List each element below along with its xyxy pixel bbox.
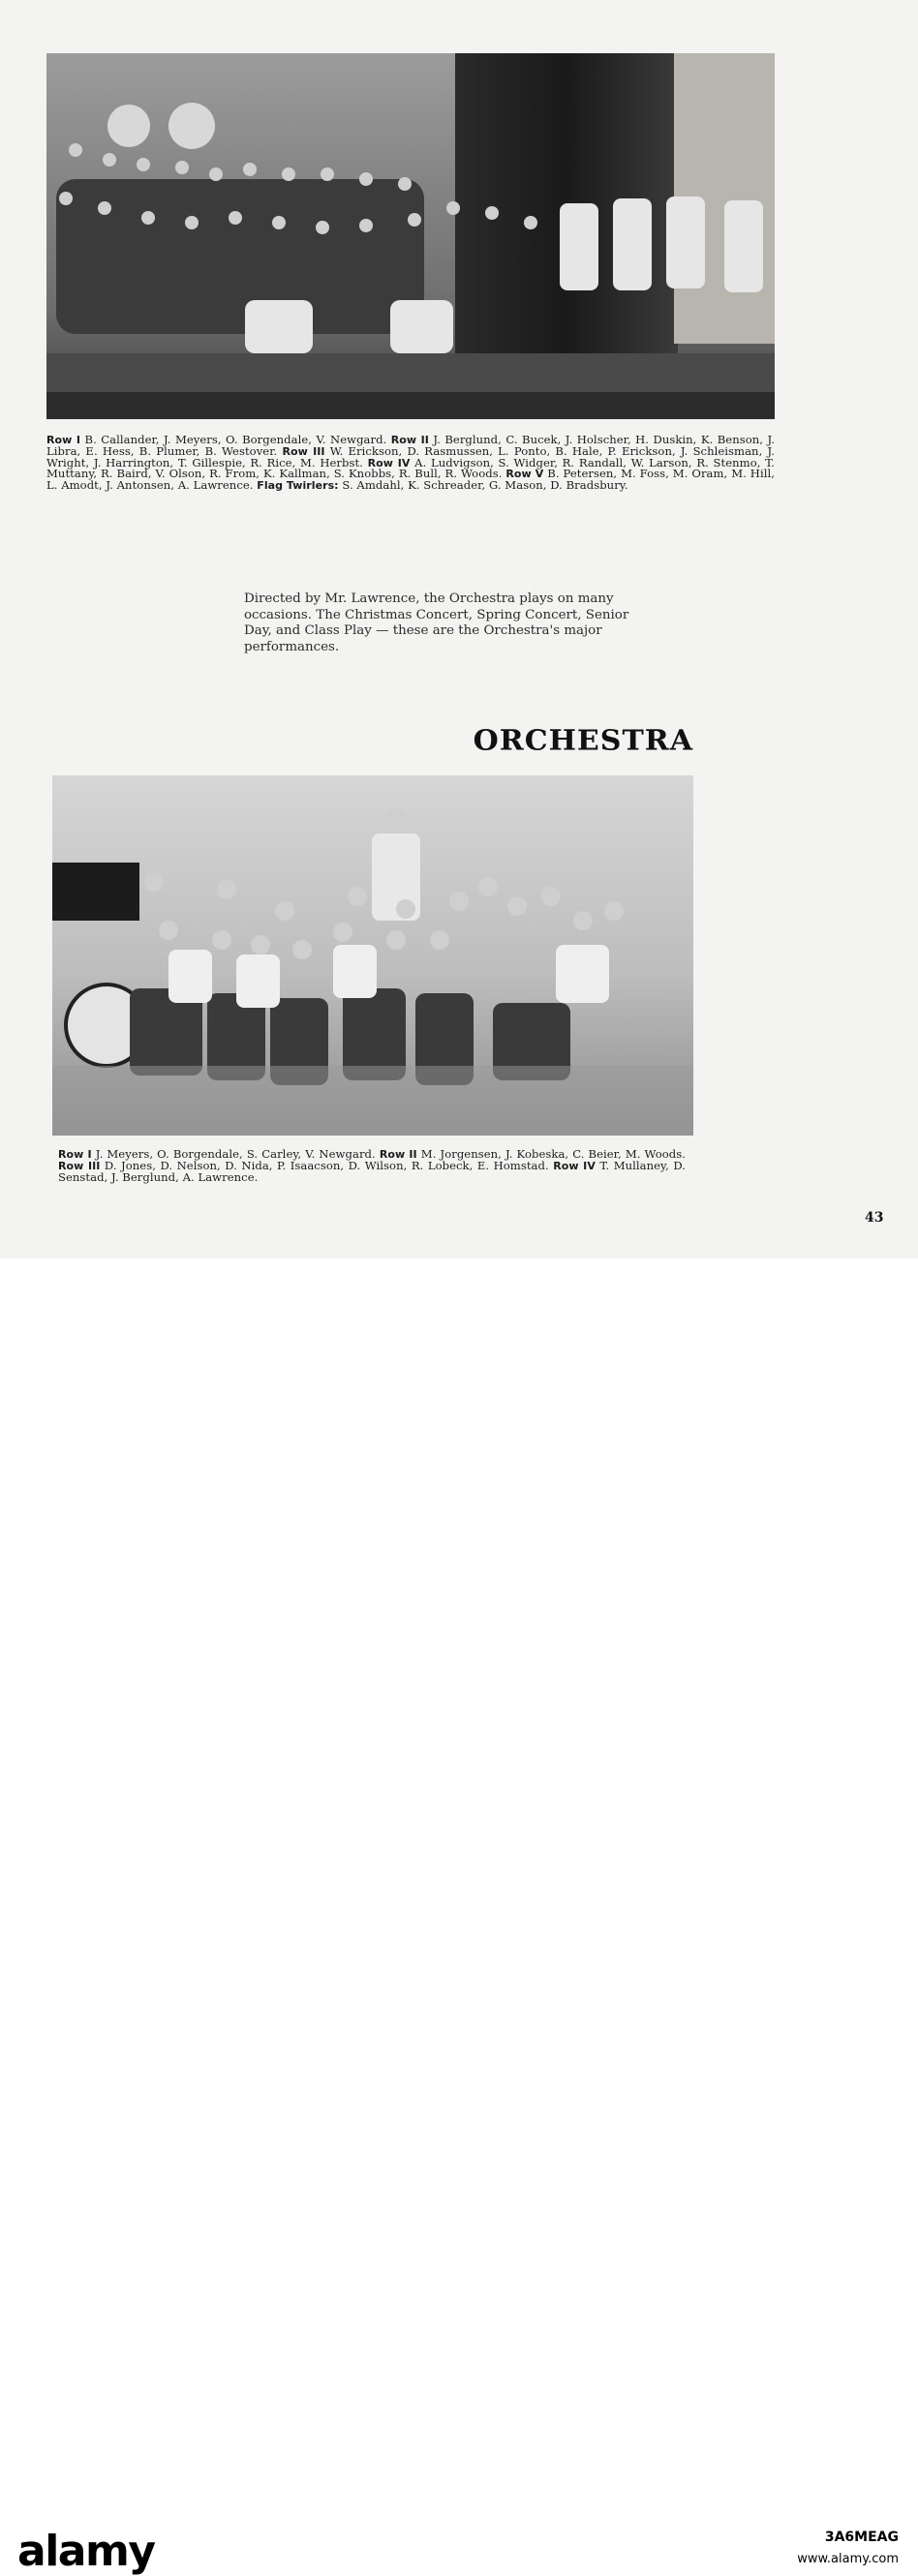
row-names: B. Callander, J. Meyers, O. Borgendale, V. Newgard. <box>80 433 391 446</box>
row-names: J. Meyers, O. Borgendale, S. Carley, V. Newgard. <box>91 1147 380 1161</box>
band-photo-image <box>46 53 775 419</box>
alamy-logo: alamy <box>17 2527 155 2576</box>
row-label: Row III <box>58 1159 101 1172</box>
row-label: Row III <box>282 444 325 458</box>
row-names: D. Jones, D. Nelson, D. Nida, P. Isaacson, D. Wilson, R. Lobeck, E. Homstad. <box>100 1158 554 1172</box>
row-names: J. Berglund, C. Bucek, J. Holscher, H. Duskin, K. Benson, J. Libra, E. Hess, B. Plumer, B. Westover. <box>46 433 775 458</box>
row-names: M. Jorgensen, J. Kobeska, C. Beier, M. Woods. <box>416 1147 686 1161</box>
row-label: Row I <box>58 1148 92 1161</box>
watermark-footer <box>0 1258 918 2576</box>
footer-info <box>797 2527 899 2571</box>
row-label: Row V <box>505 468 544 481</box>
orchestra-description: Directed by Mr. Lawrence, the Orchestra plays on many occasions. The Christmas Concert, Spring Concert, Senior Day, and Class Play — these are the Orchestra's major performances. <box>244 591 629 654</box>
row-names: S. Amdahl, K. Schreader, G. Mason, D. Bradsbury. <box>338 478 628 493</box>
website-url: www.alamy.com <box>797 2552 899 2566</box>
image-id: 3A6MEAG <box>824 2530 899 2545</box>
row-label: Row IV <box>367 456 411 470</box>
band-photo <box>46 53 775 419</box>
orchestra-caption <box>58 1149 686 1183</box>
row-names: W. Erickson, D. Rasmussen, L. Ponto, B. Hale, P. Erickson, J. Schleisman, J. Wright, J. Harrington, T. Gillespie, R. Rice, M. Herbst. <box>46 443 775 470</box>
row-names: A. Ludvigson, S. Widger, R. Randall, W. Larson, R. Stenmo, T. Muttany, R. Baird, V. Olson, R. From, K. Kallman, S. Knobbs, R. Bull, R. Woods. <box>46 455 775 481</box>
page-number: 43 <box>865 1210 884 1226</box>
row-names: B. Petersen, M. Foss, M. Oram, M. Hill, L. Amodt, J. Antonsen, A. Lawrence. <box>46 467 775 493</box>
band-caption <box>46 435 775 492</box>
row-label: Row II <box>379 1148 417 1161</box>
row-label: Row I <box>46 434 81 446</box>
orchestra-photo-image <box>52 775 693 1136</box>
row-names: T. Mullaney, D. Senstad, J. Berglund, A. Lawrence. <box>58 1158 686 1184</box>
orchestra-photo <box>52 775 693 1136</box>
yearbook-page <box>0 0 918 1258</box>
row-label: Row II <box>390 434 429 446</box>
row-label: Flag Twirlers: <box>257 479 339 493</box>
row-label: Row IV <box>553 1159 596 1172</box>
section-heading: ORCHESTRA <box>473 724 693 758</box>
